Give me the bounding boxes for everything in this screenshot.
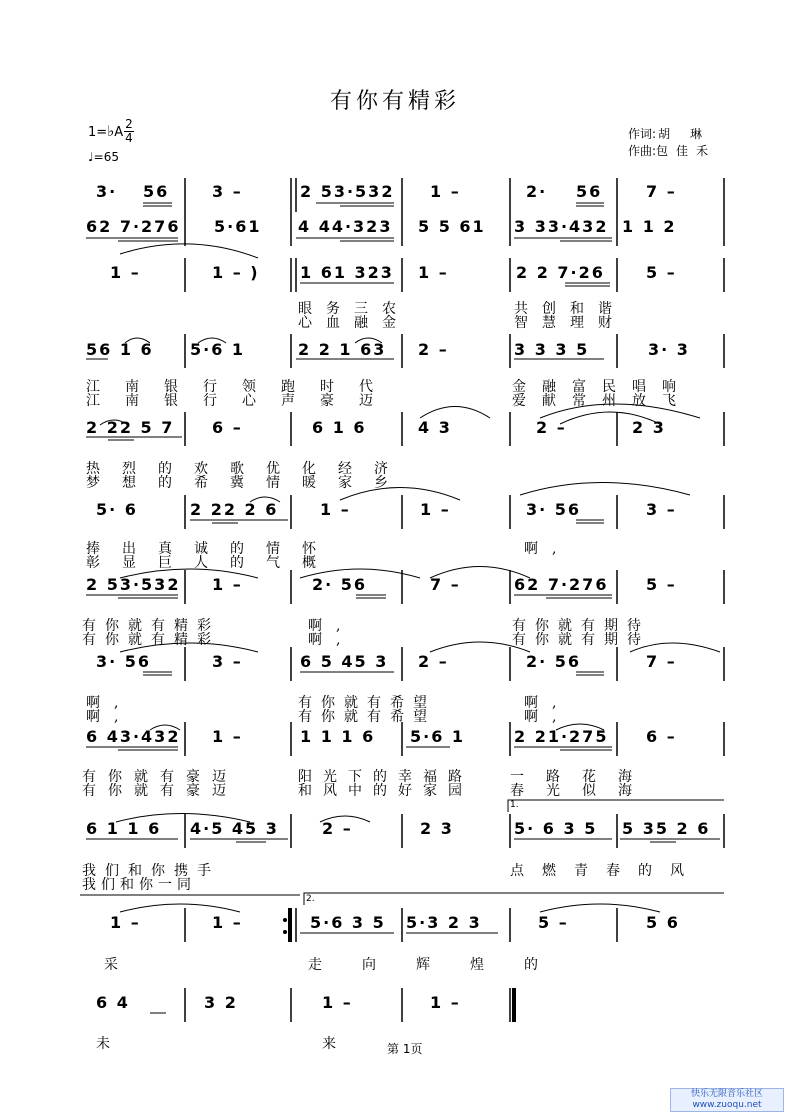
note-group: 6 1 6 [312, 418, 367, 437]
lyric-line: 有你就有希望 [298, 695, 436, 711]
note-group: 2 3 [420, 819, 454, 838]
note-group: 1 – [418, 263, 449, 282]
note-group: 2· [526, 182, 548, 201]
note-group: 5 35 2 6 [622, 819, 711, 838]
lyric-line: 有你就有豪迈 [82, 783, 238, 799]
note-group: 6 4 [96, 993, 130, 1012]
note-group: 4·5 45 3 [190, 819, 279, 838]
note-group: 5 5 61 [418, 217, 486, 236]
lyric-line: 点燃青春的风 [510, 863, 702, 879]
time-signature: 2 4 [125, 117, 133, 145]
lyric-line: 啊, [308, 618, 355, 634]
lyric-line: 啊, [524, 695, 571, 711]
first-ending-label: 1. [510, 800, 519, 810]
second-ending-label: 2. [306, 894, 315, 904]
lyric-line: 有你就有希望 [298, 709, 436, 725]
note-group: 1 1 1 6 [300, 727, 376, 746]
lyric-line: 有你就有精彩 [82, 618, 220, 634]
note-group: 4 44·323 [298, 217, 393, 236]
quarter-note-icon: ♩ [88, 150, 94, 164]
lyric-line: 智慧理财 [514, 315, 626, 331]
note-group: 6 43·432 [86, 727, 181, 746]
note-group: 1 61 323 [300, 263, 394, 282]
note-group: 3 33·432 [514, 217, 609, 236]
note-group: 62 7·276 [514, 575, 609, 594]
lyric-line: 啊, [86, 709, 133, 725]
note-group: 5 – [646, 575, 677, 594]
note-group: 3 2 [204, 993, 238, 1012]
note-group: 62 7·276 [86, 217, 181, 236]
lyric-line: 来 [322, 1036, 350, 1052]
lyric-line: 有你就有期待 [512, 632, 650, 648]
lyric-line: 共创和谐 [514, 301, 626, 317]
note-group: 6 – [646, 727, 677, 746]
note-group: 3 – [646, 500, 677, 519]
note-group: 7 – [646, 652, 677, 671]
lyric-line: 心血融金 [298, 315, 410, 331]
note-group: 5·6 1 [190, 340, 246, 359]
note-group: 1 – [212, 575, 243, 594]
note-group: 2 – [322, 819, 353, 838]
note-group: 1 – [110, 913, 141, 932]
note-group: 56 [576, 182, 603, 201]
lyric-line: 啊, [86, 695, 133, 711]
note-group: 3· 56 [96, 652, 152, 671]
note-group: 7 – [646, 182, 677, 201]
note-group: 1 1 2 [622, 217, 677, 236]
note-group: 1 – [420, 500, 451, 519]
lyric-line: 有你就有期待 [512, 618, 650, 634]
note-group: 2· 56 [312, 575, 368, 594]
tempo-marking: ♩=65 [88, 150, 119, 164]
note-group: 2 21·275 [514, 727, 609, 746]
note-group: 2 2 1 63 [298, 340, 387, 359]
note-group: 1 – [430, 182, 461, 201]
lyric-line: 有你就有豪迈 [82, 769, 238, 785]
key-signature: 1=♭A [88, 122, 124, 140]
lyric-line: 江南银行领跑时代 [86, 379, 398, 395]
lyric-line: 啊, [524, 541, 571, 557]
note-group: 2 2 7·26 [516, 263, 605, 282]
note-group: 3 – [212, 652, 243, 671]
lyric-line: 阳光下的幸福路 [298, 769, 473, 785]
page-number: 第 1页 [387, 1042, 423, 1056]
note-group: 6 1 1 6 [86, 819, 162, 838]
lyric-line: 啊, [308, 632, 355, 648]
lyric-line: 我们和你携手 [82, 863, 220, 879]
note-group: 2 22 2 6 [190, 500, 279, 519]
lyric-line: 未 [96, 1036, 124, 1052]
lyric-line: 我们和你一同 [82, 877, 196, 893]
note-group: 4 3 [418, 418, 452, 437]
note-group: 6 – [212, 418, 243, 437]
note-group: 2 53·532 [300, 182, 395, 201]
lyric-line: 金融富民唱响 [512, 379, 692, 395]
lyric-line: 走向辉煌的 [308, 957, 578, 973]
lyric-line: 春光似海 [510, 783, 654, 799]
note-group: 2 – [418, 340, 449, 359]
note-group: 1 – ) [212, 263, 260, 282]
lyric-line: 和风中的好家园 [298, 783, 473, 799]
note-group: 1 – [430, 993, 461, 1012]
note-group: 1 – [110, 263, 141, 282]
lyric-line: 江南银行心声豪迈 [86, 393, 398, 409]
site-watermark: 快乐无限音乐社区 www.zuoqu.net [670, 1088, 784, 1112]
note-group: 3· 56 [526, 500, 582, 519]
lyric-line: 一路花海 [510, 769, 654, 785]
note-group: 5·3 2 3 [406, 913, 482, 932]
note-group: 5 6 [646, 913, 680, 932]
lyric-line: 热烈的欢歌优化经济 [86, 461, 410, 477]
note-group: 3· 3 [648, 340, 690, 359]
note-group: 5· 6 3 5 [514, 819, 598, 838]
lyric-line: 捧出真诚的情怀 [86, 541, 338, 557]
note-group: 2 – [418, 652, 449, 671]
lyric-line: 采 [104, 957, 132, 973]
lyric-line: 梦想的希冀情暖家乡 [86, 475, 410, 491]
note-group: 5·6 1 [410, 727, 466, 746]
note-group: 5 – [646, 263, 677, 282]
note-group: 5·61 [214, 217, 262, 236]
note-group: 5·6 3 5 [310, 913, 386, 932]
song-title: 有你有精彩 [329, 89, 460, 114]
note-group: 2· 56 [526, 652, 582, 671]
note-group: 6 5 45 3 [300, 652, 389, 671]
note-group: 5 – [538, 913, 569, 932]
note-group: 2 – [536, 418, 567, 437]
lyric-line: 有你就有精彩 [82, 632, 220, 648]
lyric-line: 彰显巨人的气概 [86, 555, 338, 571]
note-group: 5· 6 [96, 500, 138, 519]
note-group: 2 3 [632, 418, 666, 437]
credits: 作词: 胡 琳 作曲:包佳禾 [628, 127, 717, 158]
note-group: 56 1 6 [86, 340, 154, 359]
lyric-line: 眼务三农 [298, 301, 410, 317]
note-group: 3 – [212, 182, 243, 201]
note-group: 1 – [212, 727, 243, 746]
note-group: 7 – [430, 575, 461, 594]
note-group: 1 – [320, 500, 351, 519]
lyric-line: 爱献常州放飞 [512, 393, 692, 409]
lyric-line: 啊, [524, 709, 571, 725]
note-group: 56 [143, 182, 170, 201]
note-group: 2 53·532 [86, 575, 181, 594]
note-group: 1 – [212, 913, 243, 932]
note-group: 1 – [322, 993, 353, 1012]
note-group: 3 3 3 5 [514, 340, 590, 359]
note-group: 2 22 5 7 [86, 418, 175, 437]
note-group: 3· [96, 182, 118, 201]
